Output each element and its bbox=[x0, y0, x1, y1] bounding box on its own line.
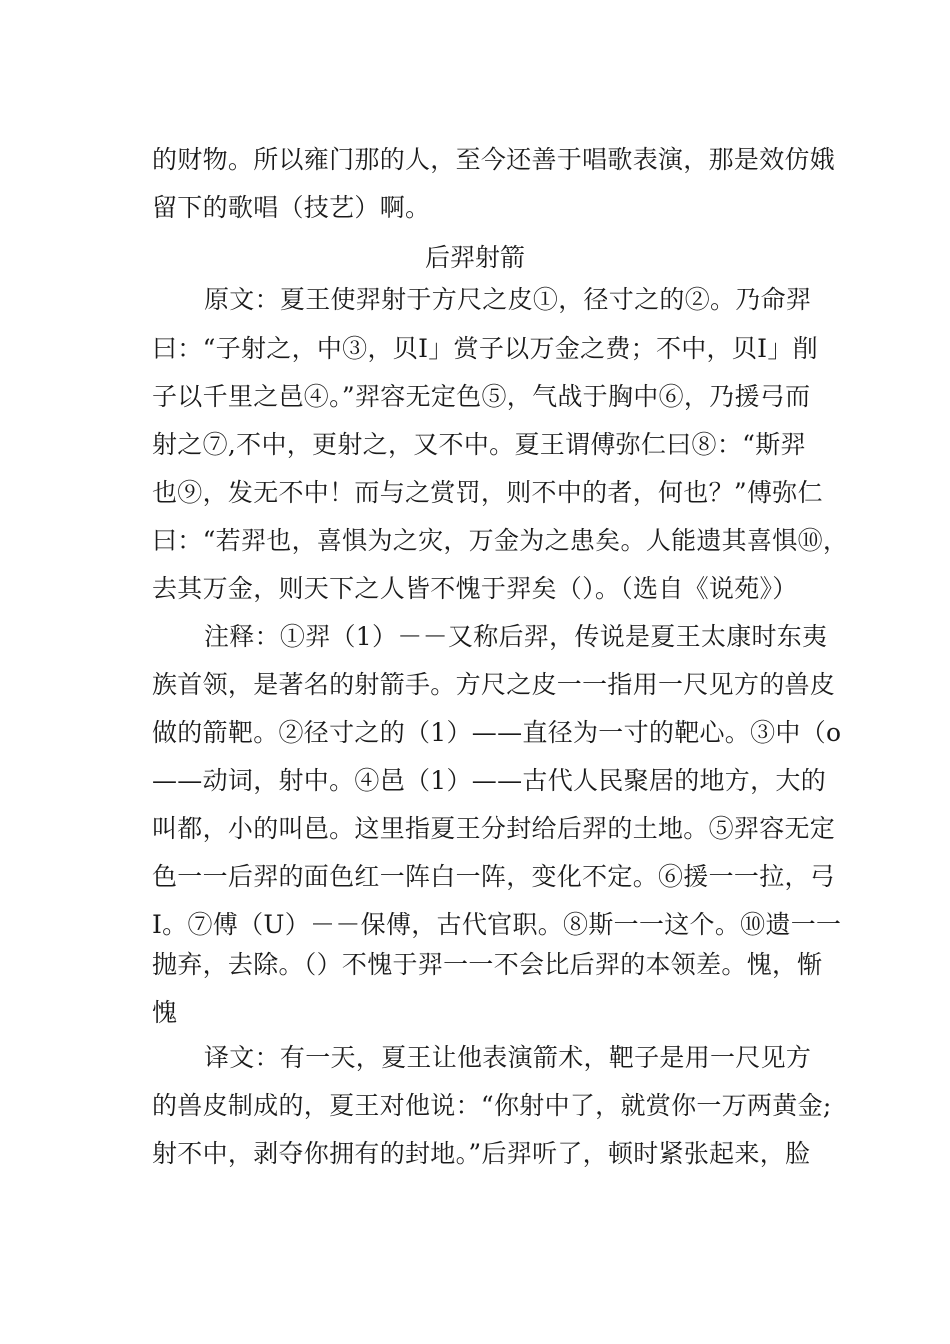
notes-line-5: 叫都，小的叫邑。这里指夏王分封给后羿的土地。⑤羿容无定 bbox=[152, 814, 836, 843]
original-line-3: 子以千里之邑④。”羿容无定色⑤，气战于胸中⑥，乃援弓而 bbox=[152, 382, 811, 411]
notes-line-2: 族首领，是著名的射箭手。方尺之皮一一指用一尺见方的兽皮 bbox=[152, 670, 836, 699]
notes-line-7: I。⑦傅（U）－－保傅，古代官职。⑧斯一一这个。⑩遗一一 bbox=[152, 910, 842, 939]
notes-line-1: 注释：①羿（1）－－又称后羿，传说是夏王太康时东夷 bbox=[204, 622, 828, 651]
translation-line-2: 的兽皮制成的，夏王对他说：“你射中了，就赏你一万两黄金; bbox=[152, 1091, 832, 1120]
notes-line-8: 抛弃，去除。（）不愧于羿一一不会比后羿的本领差。愧，惭 bbox=[152, 950, 823, 979]
original-line-7: 去其万金，则天下之人皆不愧于羿矣（）。（选自《说苑》） bbox=[152, 574, 798, 603]
notes-line-4: ——动词，射中。④邑（1）——古代人民聚居的地方，大的 bbox=[152, 766, 827, 795]
notes-line-3: 做的箭靶。②径寸之的（1）——直径为一寸的靶心。③中（o bbox=[152, 718, 842, 747]
notes-line-9: 愧 bbox=[152, 998, 178, 1027]
translation-line-3: 射不中，剥夺你拥有的封地。”后羿听了，顿时紧张起来，脸 bbox=[152, 1139, 811, 1168]
original-line-4: 射之⑦,不中，更射之，又不中。夏王谓傅弥仁曰⑧：“斯羿 bbox=[152, 430, 806, 459]
original-line-1: 原文：夏王使羿射于方尺之皮①，径寸之的②。乃命羿 bbox=[204, 285, 812, 314]
notes-line-6: 色一一后羿的面色红一阵白一阵，变化不定。⑥援一一拉，弓 bbox=[152, 862, 836, 891]
translation-line-1: 译文：有一天，夏王让他表演箭术，靶子是用一尺见方 bbox=[204, 1043, 812, 1072]
original-line-6: 曰：“若羿也，喜惧为之灾，万金为之患矣。人能遗其喜惧⑩， bbox=[152, 526, 849, 555]
intro-line-2: 留下的歌唱（技艺）啊。 bbox=[152, 193, 431, 222]
intro-line-1: 的财物。所以雍门那的人，至今还善于唱歌表演，那是效仿娥 bbox=[152, 145, 836, 174]
original-line-5: 也⑨，发无不中！而与之赏罚，则不中的者，何也？”傅弥仁 bbox=[152, 478, 823, 507]
section-title: 后羿射箭 bbox=[424, 243, 525, 272]
original-line-2: 曰：“子射之，中③，贝I」赏子以万金之费；不中，贝I」削 bbox=[152, 334, 818, 363]
